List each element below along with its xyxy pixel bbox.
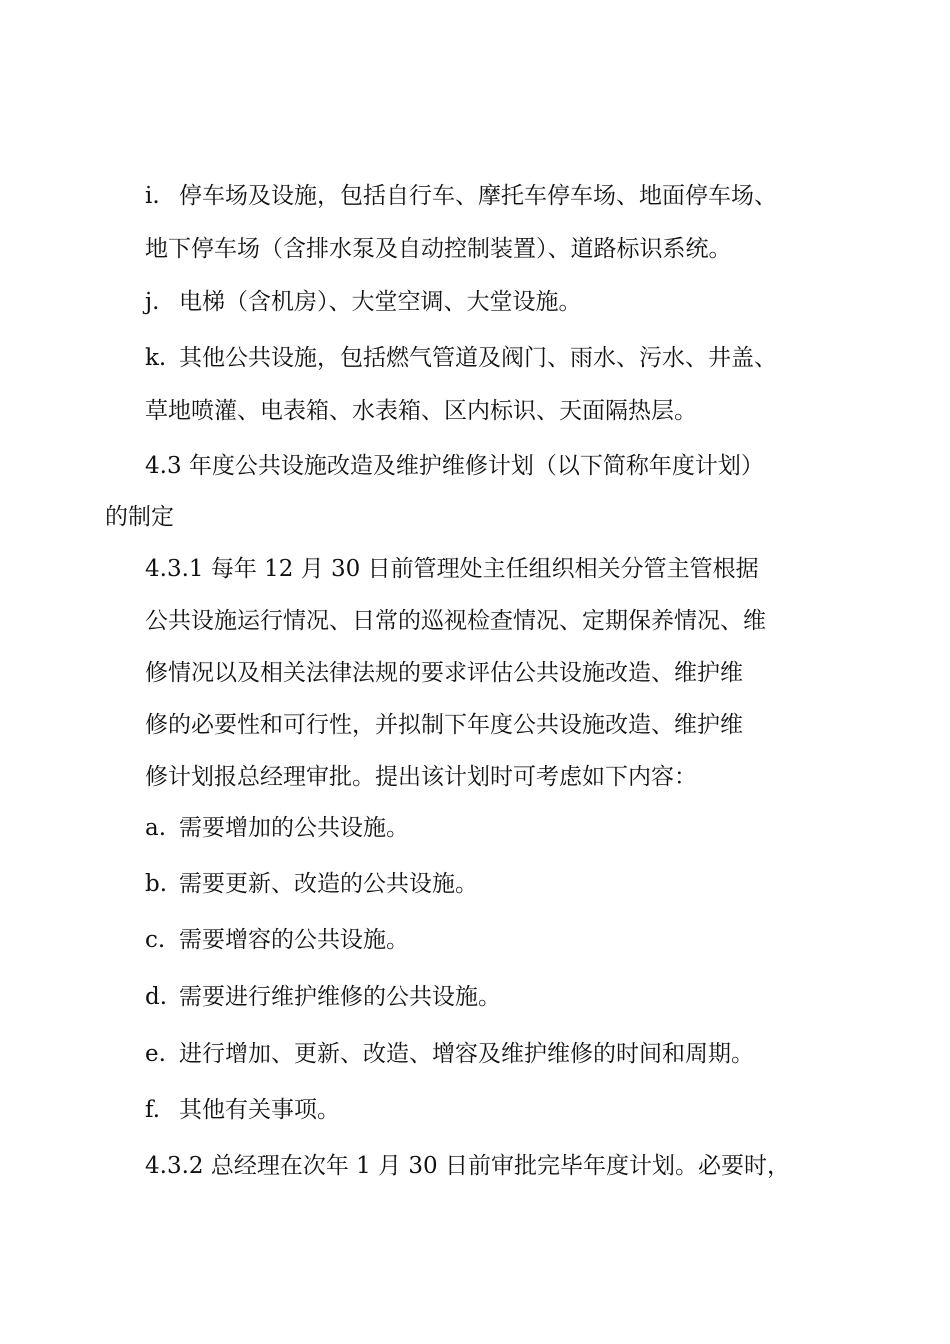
list-item-c <box>145 925 409 955</box>
section-heading-continuation <box>105 502 174 532</box>
paragraph-text: 停车场及设施，包括自行车、摩托车停车场、地面停车场、 <box>179 183 777 209</box>
paragraph-text: 地下停车场（含排水泵及自动控制装置）、道路标识系统。 <box>145 236 732 262</box>
paragraph-line <box>145 396 697 426</box>
list-marker: d. <box>145 984 168 1010</box>
paragraph-text: 需要增加的公共设施。 <box>179 815 409 841</box>
list-marker: k. <box>145 345 167 371</box>
paragraph-text: 修的必要性和可行性，并拟制下年度公共设施改造、维护维 <box>145 712 743 738</box>
list-item-e <box>145 1039 754 1069</box>
paragraph-line <box>145 606 766 636</box>
list-item-b <box>145 869 478 899</box>
paragraph-line <box>145 762 697 792</box>
list-item-d <box>145 982 501 1012</box>
list-marker: i. <box>145 183 160 209</box>
paragraph-text: 需要更新、改造的公共设施。 <box>179 871 478 897</box>
paragraph-text: 进行增加、更新、改造、增容及维护维修的时间和周期。 <box>179 1041 754 1067</box>
list-item-j <box>145 287 582 317</box>
paragraph-text: 其他公共设施，包括燃气管道及阀门、雨水、污水、井盖、 <box>179 345 777 371</box>
paragraph-line <box>145 658 743 688</box>
paragraph-4-3-2 <box>145 1151 790 1181</box>
paragraph-text: 其他有关事项。 <box>179 1097 340 1123</box>
paragraph-text: 修计划报总经理审批。提出该计划时可考虑如下内容： <box>145 764 697 790</box>
paragraph-4-3-1 <box>145 554 759 584</box>
paragraph-text: 4.3.2 总经理在次年 1 月 30 日前审批完毕年度计划。必要时， <box>145 1153 790 1179</box>
paragraph-text: 4.3.1 每年 12 月 30 日前管理处主任组织相关分管主管根据 <box>145 556 759 582</box>
paragraph-text: 公共设施运行情况、日常的巡视检查情况、定期保养情况、维 <box>145 608 766 634</box>
list-item-a <box>145 813 409 843</box>
paragraph-text: 需要进行维护维修的公共设施。 <box>179 984 501 1010</box>
heading-text: 4.3 年度公共设施改造及维护维修计划（以下简称年度计划） <box>145 453 764 479</box>
paragraph-line <box>145 234 732 264</box>
list-item-i <box>145 181 777 211</box>
list-marker: f. <box>145 1097 161 1123</box>
paragraph-text: 修情况以及相关法律法规的要求评估公共设施改造、维护维 <box>145 660 743 686</box>
list-marker: e. <box>145 1041 166 1067</box>
list-marker: j. <box>145 289 160 315</box>
heading-text: 的制定 <box>105 504 174 530</box>
list-item-k <box>145 343 777 373</box>
paragraph-text: 电梯（含机房）、大堂空调、大堂设施。 <box>179 289 582 315</box>
paragraph-text: 需要增容的公共设施。 <box>179 927 409 953</box>
paragraph-line <box>145 710 743 740</box>
list-marker: c. <box>145 927 166 953</box>
section-heading-4-3 <box>145 451 764 481</box>
paragraph-text: 草地喷灌、电表箱、水表箱、区内标识、天面隔热层。 <box>145 398 697 424</box>
list-marker: a. <box>145 815 167 841</box>
list-item-f <box>145 1095 340 1125</box>
list-marker: b. <box>145 871 168 897</box>
